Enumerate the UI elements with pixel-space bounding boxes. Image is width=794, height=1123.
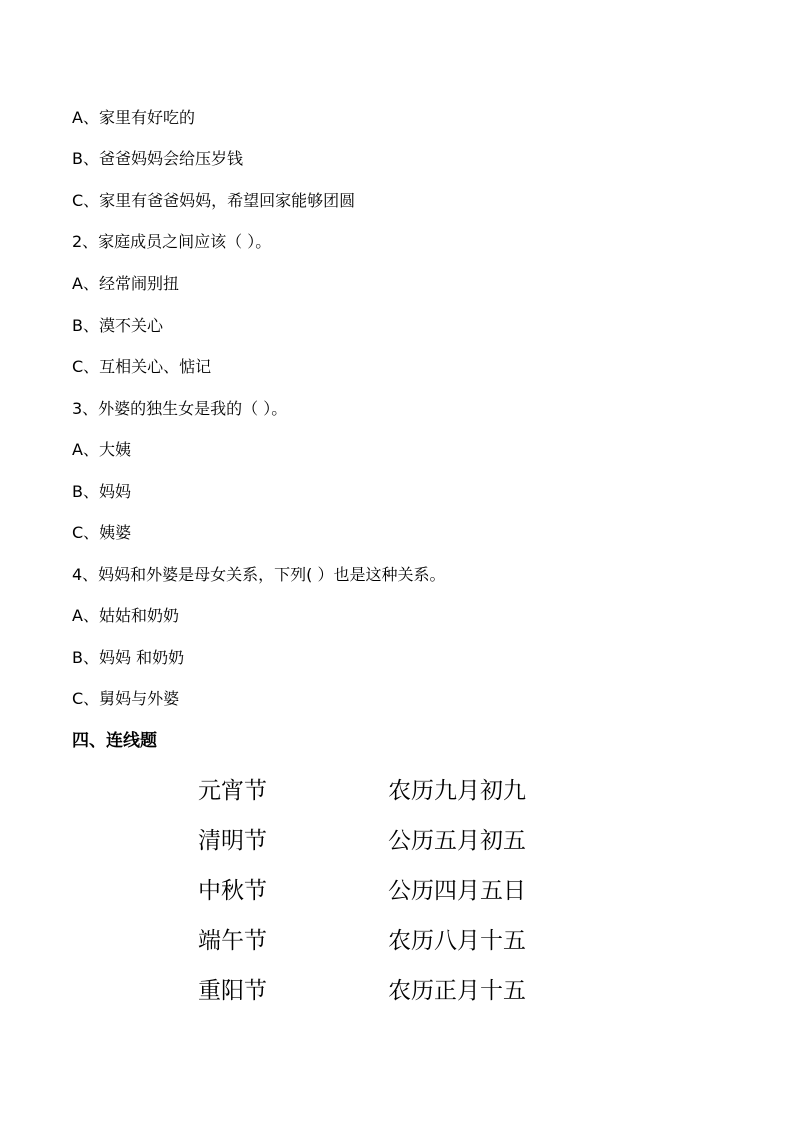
festival-name: 清明节 xyxy=(198,828,267,854)
question-text: 2、家庭成员之间应该（ ）。 xyxy=(72,232,272,251)
matching-row xyxy=(198,866,526,916)
festival-name: 中秋节 xyxy=(198,878,267,904)
matching-row xyxy=(198,766,526,816)
festival-date: 农历正月十五 xyxy=(388,978,526,1004)
festival-date: 农历八月十五 xyxy=(388,928,526,954)
question-text: 4、妈妈和外婆是母女关系，下列( ）也是这种关系。 xyxy=(72,565,446,584)
festival-date: 农历九月初九 xyxy=(388,778,526,804)
option-text: B、妈妈 xyxy=(72,482,131,501)
option-text: C、互相关心、惦记 xyxy=(72,357,212,376)
option-text: A、经常闹别扭 xyxy=(72,274,179,293)
festival-date: 公历五月初五 xyxy=(388,828,526,854)
option-text: A、姑姑和奶奶 xyxy=(72,606,179,625)
section-heading: 四、连线题 xyxy=(72,731,157,751)
festival-date: 公历四月五日 xyxy=(388,878,526,904)
option-text: A、家里有好吃的 xyxy=(72,108,195,127)
option-text: B、妈妈 和奶奶 xyxy=(72,648,185,667)
matching-row xyxy=(198,966,526,1016)
matching-row xyxy=(198,816,526,866)
option-text: C、舅妈与外婆 xyxy=(72,689,180,708)
festival-name: 重阳节 xyxy=(198,978,267,1004)
matching-table xyxy=(198,766,526,1016)
festival-name: 端午节 xyxy=(198,928,267,954)
question-text: 3、外婆的独生女是我的（ ）。 xyxy=(72,399,288,418)
option-text: C、姨婆 xyxy=(72,523,132,542)
option-text: C、家里有爸爸妈妈，希望回家能够团圆 xyxy=(72,191,356,210)
option-text: A、大姨 xyxy=(72,440,131,459)
option-text: B、爸爸妈妈会给压岁钱 xyxy=(72,149,243,168)
matching-row xyxy=(198,916,526,966)
festival-name: 元宵节 xyxy=(198,778,267,804)
option-text: B、漠不关心 xyxy=(72,316,163,335)
